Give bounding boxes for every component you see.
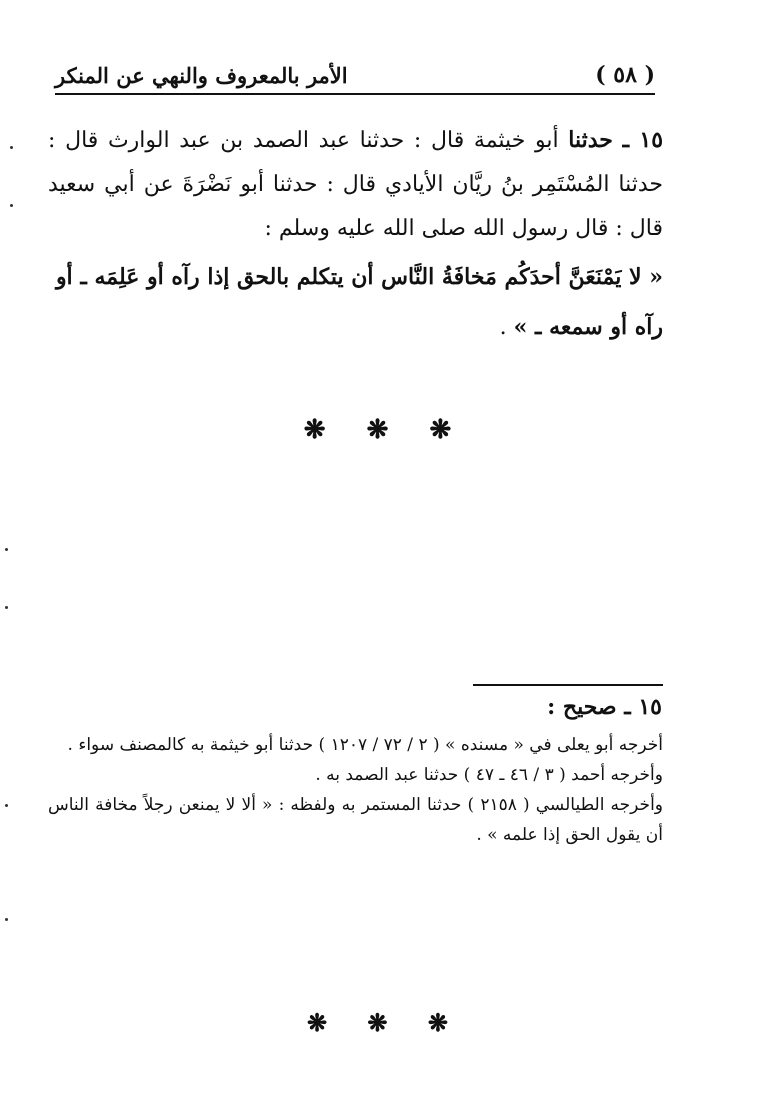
hadith-number: ١٥ ـ (622, 127, 664, 153)
hadith-isnad (48, 118, 663, 251)
matn-text: « لا يَمْنَعَنَّ أحدَكُم مَخافَةُ النَّاس أن يتكلم بالحق إذا رآه أو عَلِمَه ـ أو رآه أو سمعه ـ » (55, 264, 663, 340)
footnote-rule (473, 684, 663, 686)
scan-speck (10, 146, 13, 149)
footnote-heading: ١٥ ـ صحيح : (547, 694, 662, 720)
scan-speck (5, 918, 8, 921)
section-separator: ❋ ❋ ❋ (303, 415, 454, 445)
hadith-matn (48, 252, 663, 353)
footnote-paragraph: وأخرجه أحمد ( ٣ / ٤٦ ـ ٤٧ ) حدثنا عبد الصمد به . (315, 765, 663, 785)
footnote-paragraph: أخرجه أبو يعلى في « مسنده » ( ٢ / ٧٢ / ١٢٠٧ ) حدثنا أبو خيثمة به كالمصنف سواء . (67, 735, 663, 755)
page-header (55, 58, 655, 92)
running-title: الأمر بالمعروف والنهي عن المنكر (55, 62, 348, 88)
footnote-paragraph: وأخرجه الطيالسي ( ٢١٥٨ ) حدثنا المستمر به ولفظه : « ألا لا يمنعن رجلاً مخافة الناس أن يقول الحق إذا علمه » . (48, 795, 663, 845)
isnad-text: أبو خيثمة قال : حدثنا عبد الصمد بن عبد الوارث قال : حدثنا المُسْتَمِر بنُ ريَّان الأيادي قال : حدثنا أبو نَضْرَةَ عن أبي سعيد قال : قال رسول الله صلى الله عليه وسلم : (48, 128, 663, 241)
scan-speck (10, 204, 13, 207)
scan-speck (5, 548, 8, 551)
header-rule (55, 93, 655, 95)
matn-end: . (499, 315, 514, 340)
page-number: ( ٥٨ ) (595, 62, 655, 88)
end-separator: ❋ ❋ ❋ (306, 1008, 451, 1037)
scan-speck (5, 804, 8, 807)
scan-speck (5, 606, 8, 609)
footnote-body (48, 730, 663, 850)
hadith-opening: حدثنا (568, 127, 613, 153)
